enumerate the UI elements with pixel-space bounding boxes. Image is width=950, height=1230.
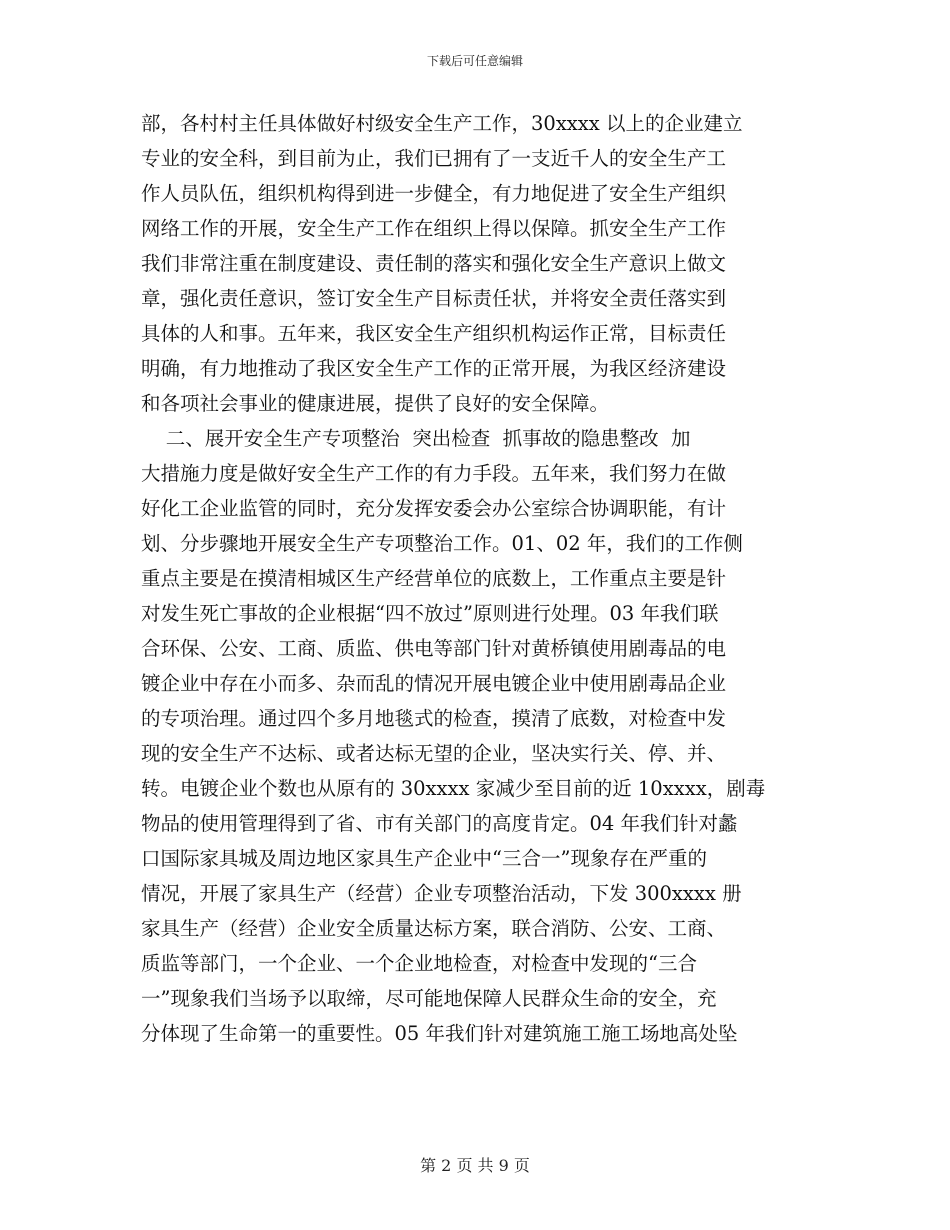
- text-line: 我们非常注重在制度建设、责任制的落实和强化安全生产意识上做文: [141, 252, 727, 275]
- text-line: 现的安全生产不达标、或者达标无望的企业，坚决实行关、停、并、: [141, 742, 727, 765]
- page-header: 下载后可任意编辑: [426, 54, 523, 68]
- text-line: 物品的使用管理得到了省、市有关部门的高度肯定。04 年我们针对蠡: [141, 812, 738, 835]
- text-line: 合环保、公安、工商、质监、供电等部门针对黄桥镇使用剧毒品的电: [141, 637, 727, 660]
- text-line: 质监等部门，一个企业、一个企业地检查，对检查中发现的“三合: [141, 952, 697, 975]
- text-line: 具体的人和事。五年来，我区安全生产组织机构运作正常，目标责任: [141, 322, 727, 345]
- text-line: 分体现了生命第一的重要性。05 年我们针对建筑施工施工场地高处坠: [141, 1022, 738, 1045]
- text-line: 的专项治理。通过四个多月地毯式的检查，摸清了底数，对检查中发: [141, 707, 727, 730]
- text-line: 家具生产（经营）企业安全质量达标方案，联合消防、公安、工商、: [141, 917, 727, 940]
- text-line: 明确，有力地推动了我区安全生产工作的正常开展，为我区经济建设: [141, 357, 727, 380]
- text-line: 大措施力度是做好安全生产工作的有力手段。五年来，我们努力在做: [141, 462, 727, 485]
- text-line: 好化工企业监管的同时，充分发挥安委会办公室综合协调职能，有计: [141, 497, 727, 520]
- text-line: 转。电镀企业个数也从原有的 30xxxx 家减少至目前的近 10xxxx，剧毒: [141, 777, 766, 800]
- text-line: 章，强化责任意识，签订安全生产目标责任状，并将安全责任落实到: [141, 287, 727, 310]
- text-line: 一”现象我们当场予以取缔，尽可能地保障人民群众生命的安全，充: [141, 987, 717, 1010]
- text-line: 镀企业中存在小而多、杂而乱的情况开展电镀企业中使用剧毒品企业: [141, 672, 727, 695]
- text-line: 二、展开安全生产专项整治 突出检查 抓事故的隐患整改 加: [141, 427, 691, 450]
- text-line: 对发生死亡事故的企业根据“四不放过”原则进行处理。03 年我们联: [141, 602, 719, 625]
- text-line: 和各项社会事业的健康进展，提供了良好的安全保障。: [141, 392, 610, 415]
- text-line: 划、分步骤地开展安全生产专项整治工作。01、02 年，我们的工作侧: [141, 532, 743, 555]
- document-body: [141, 106, 809, 1051]
- text-line: 情况，开展了家具生产（经营）企业专项整治活动，下发 300xxxx 册: [141, 882, 742, 905]
- text-line: 口国际家具城及周边地区家具生产企业中“三合一”现象存在严重的: [141, 847, 707, 870]
- text-line: 网络工作的开展，安全生产工作在组织上得以保障。抓安全生产工作: [141, 217, 727, 240]
- text-line: 专业的安全科，到目前为止，我们已拥有了一支近千人的安全生产工: [141, 147, 727, 170]
- page-footer: 第 2 页 共 9 页: [420, 1156, 530, 1175]
- text-line: 部，各村村主任具体做好村级安全生产工作，30xxxx 以上的企业建立: [141, 112, 743, 135]
- text-line: 作人员队伍，组织机构得到进一步健全，有力地促进了安全生产组织: [141, 182, 727, 205]
- text-line: 重点主要是在摸清相城区生产经营单位的底数上，工作重点主要是针: [141, 567, 727, 590]
